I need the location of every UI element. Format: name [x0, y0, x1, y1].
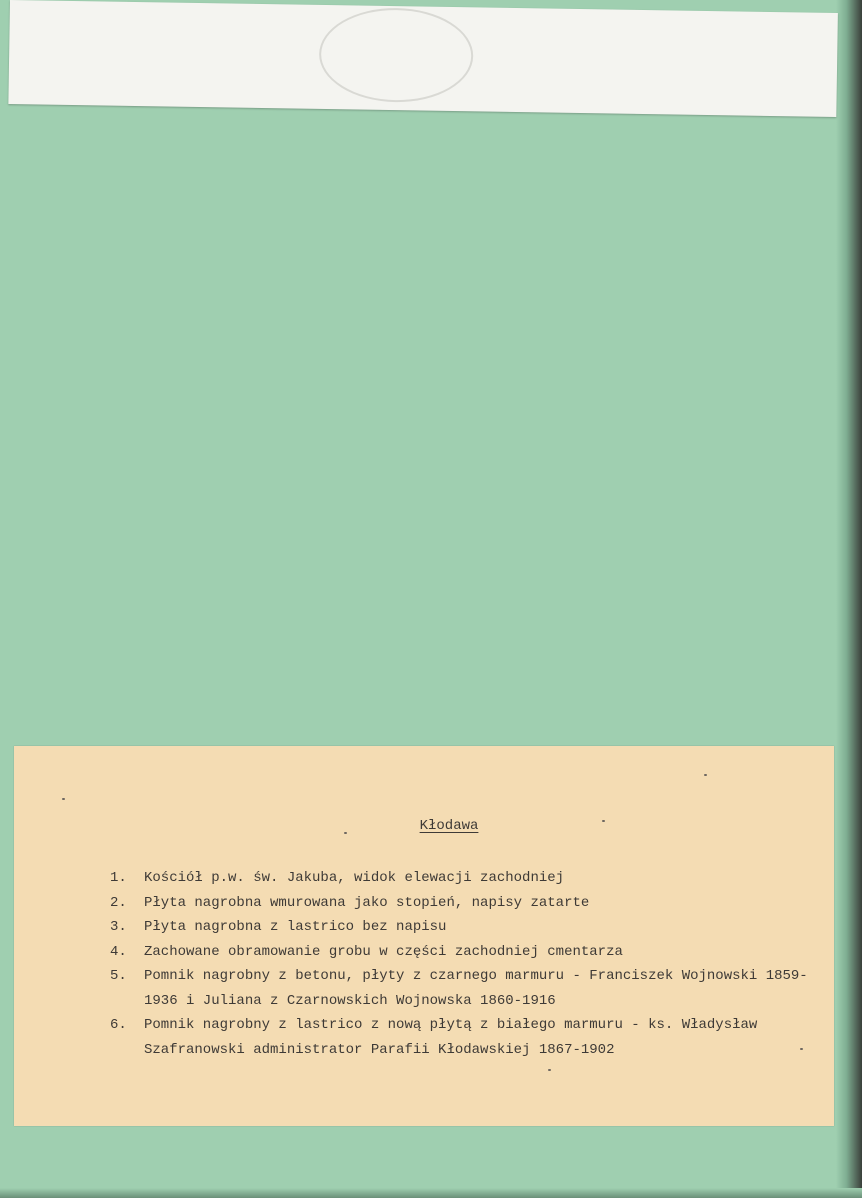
entry-text: Pomnik nagrobny z betonu, płyty z czarnego marmuru - Franciszek Wojnowski 1859-1936 i Juliana z Czarnowskich Wojnowska 1860-1916 [144, 968, 808, 1009]
faded-stamp-mark [318, 7, 473, 103]
description-card [14, 746, 834, 1126]
list-item [110, 940, 810, 965]
entry-number: 2. [110, 894, 127, 911]
paper-speck [62, 798, 65, 800]
paper-speck [344, 832, 347, 834]
list-item [110, 891, 810, 916]
list-item [110, 915, 810, 940]
entry-text: Pomnik nagrobny z lastrico z nową płytą z białego marmuru - ks. Władysław Szafranowski administrator Parafii Kłodawskiej 1867-1902 [144, 1017, 758, 1058]
entry-number: 1. [110, 870, 127, 886]
entry-number: 3. [110, 919, 127, 935]
entry-text: Kościół p.w. św. Jakuba, widok elewacji zachodniej [144, 870, 565, 886]
list-item [110, 866, 810, 891]
entry-text: Płyta nagrobna z lastrico bez napisu [144, 919, 447, 935]
entry-text: Zachowane obramowanie grobu w części zachodniej cmentarza [144, 943, 623, 960]
entry-number: 5. [110, 968, 127, 984]
paper-speck [704, 774, 707, 776]
entry-number: 6. [110, 1017, 127, 1033]
board-bottom-edge [0, 1188, 862, 1198]
card-title: Kłodawa [419, 818, 479, 834]
board-edge-shadow [836, 0, 862, 1198]
list-item [110, 1013, 810, 1062]
entry-text: Płyta nagrobna wmurowana jako stopień, napisy zatarte [144, 894, 590, 911]
entry-number: 4. [110, 943, 127, 960]
entry-list [110, 866, 810, 1062]
top-paper-strip [8, 0, 838, 117]
list-item [110, 964, 810, 1013]
paper-speck [548, 1069, 551, 1071]
paper-speck [602, 820, 605, 822]
paper-speck [800, 1048, 803, 1050]
